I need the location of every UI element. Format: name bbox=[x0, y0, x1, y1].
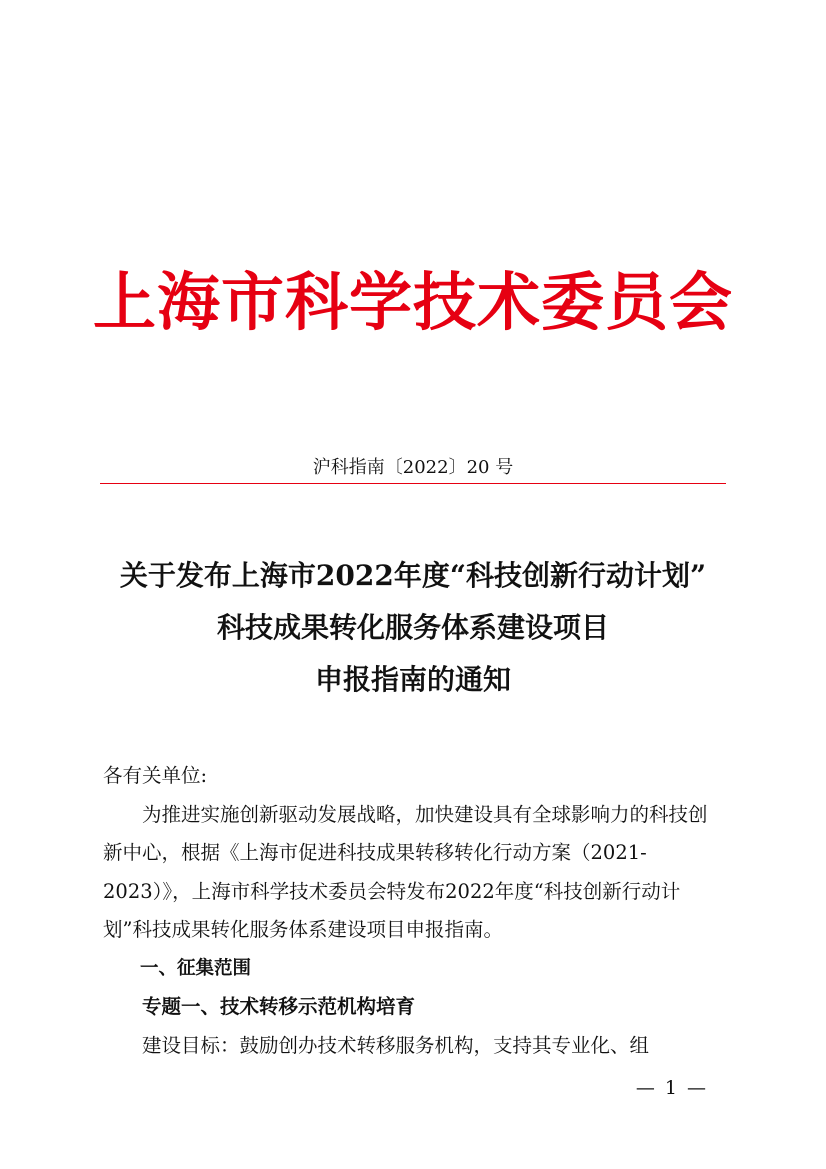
notice-body bbox=[103, 757, 725, 1065]
notice-title-line-3: 申报指南的通知 bbox=[314, 663, 511, 696]
section-heading: 一、征集范围 bbox=[140, 957, 252, 979]
page-number: — 1 — bbox=[635, 1077, 708, 1099]
red-separator-line bbox=[100, 483, 726, 484]
notice-title-line-2: 科技成果转化服务体系建设项目 bbox=[216, 611, 609, 644]
intro-paragraph: 为推进实施创新驱动发展战略，加快建设具有全球影响力的科技创新中心，根据《上海市促进科技成果转移转化行动方案（2021-2023）》，上海市科学技术委员会特发布2022年度“科技创新行动计划”科技成果转化服务体系建设项目申报指南。 bbox=[103, 802, 708, 941]
notice-title-line-1: 关于发布上海市2022年度“科技创新行动计划” bbox=[119, 559, 707, 592]
document-number: 沪科指南〔2022〕20 号 bbox=[312, 457, 514, 478]
salutation: 各有关单位: bbox=[103, 764, 208, 787]
goal-paragraph: 建设目标：鼓励创办技术转移服务机构，支持其专业化、组 bbox=[142, 1033, 650, 1057]
issuing-organization-title: 上海市科学技术委员会 bbox=[93, 265, 733, 339]
topic-heading: 专题一、技术转移示范机构培育 bbox=[142, 995, 416, 1018]
notice-title bbox=[0, 550, 826, 706]
